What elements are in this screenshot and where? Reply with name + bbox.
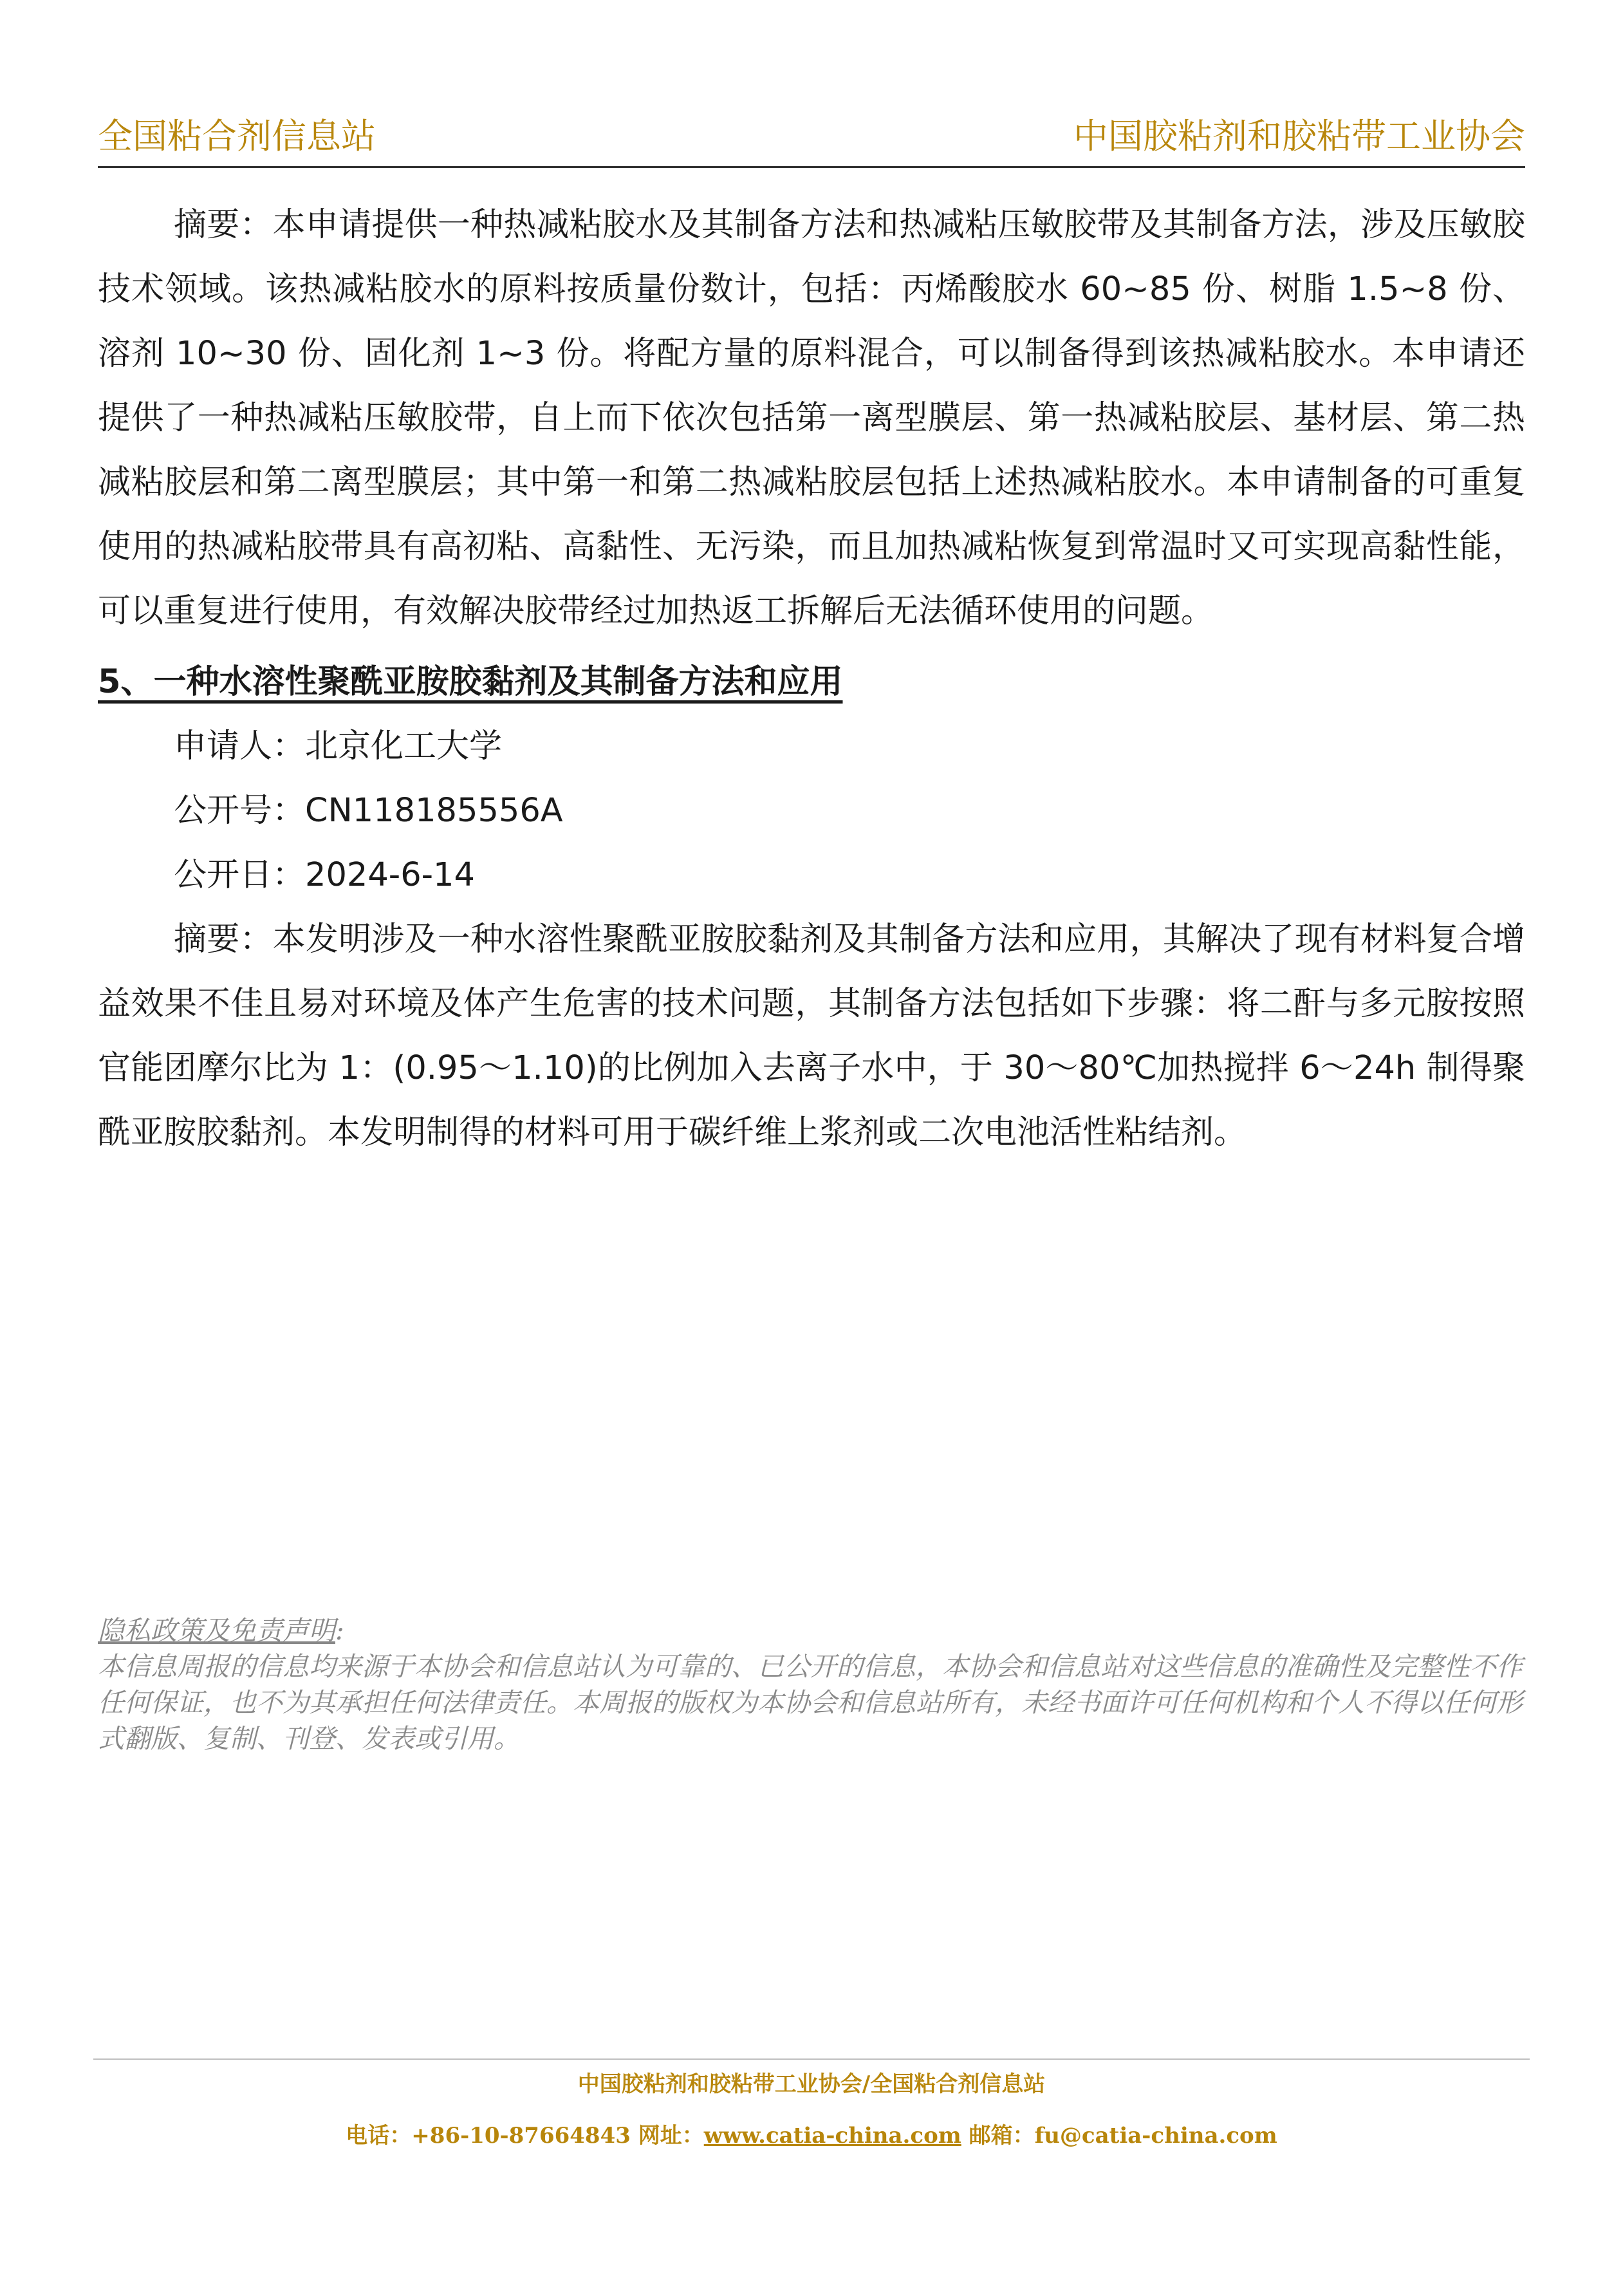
document-body <box>98 193 1525 1165</box>
footer-email: 邮箱：fu@catia-china.com <box>961 2123 1277 2149</box>
footer-contact <box>0 2118 1623 2149</box>
disclaimer <box>98 1612 1526 1757</box>
section-title: 5、一种水溶性聚酰亚胺胶黏剂及其制备方法和应用 <box>98 663 843 701</box>
footer-website-link[interactable]: www.catia-china.com <box>703 2123 961 2149</box>
footer-organization: 中国胶粘剂和胶粘带工业协会/全国粘合剂信息站 <box>577 2071 1046 2097</box>
disclaimer-title: 隐私政策及免责声明 <box>98 1615 335 1646</box>
footer-divider <box>93 2058 1530 2060</box>
header-association-name: 中国胶粘剂和胶粘带工业协会 <box>1073 116 1525 156</box>
header-site-name: 全国粘合剂信息站 <box>98 116 376 156</box>
disclaimer-heading <box>98 1612 1526 1648</box>
page-header <box>98 115 1525 168</box>
disclaimer-text: 本信息周报的信息均来源于本协会和信息站认为可靠的、已公开的信息，本协会和信息站对这些信息的准确性及完整性不作任何保证，也不为其承担任何法律责任。本周报的版权为本协会和信息站所有，未经书面许可任何机构和个人不得以任何形式翻版、复制、刊登、发表或引用。 <box>98 1651 1523 1754</box>
applicant: 申请人：北京化工大学 <box>174 727 503 765</box>
abstract: 摘要：本发明涉及一种水溶性聚酰亚胺胶黏剂及其制备方法和应用，其解决了现有材料复合增益效果不佳且易对环境及体产生危害的技术问题，其制备方法包括如下步骤：将二酐与多元胺按照官能团摩尔比为 1：(0.95～1.10)的比例加入去离子水中，于 30～80℃加热搅拌 6～24h 制得聚酰亚胺胶黏剂。本发明制得的材料可用于碳纤维上浆剂或二次电池活性粘结剂。 <box>98 920 1525 1152</box>
publication-date: 公开日：2024-6-14 <box>174 856 475 894</box>
previous-abstract: 摘要：本申请提供一种热减粘胶水及其制备方法和热减粘压敏胶带及其制备方法，涉及压敏胶技术领域。该热减粘胶水的原料按质量份数计，包括：丙烯酸胶水 60~85 份、树脂 1.5~8 份、溶剂 10~30 份、固化剂 1~3 份。将配方量的原料混合，可以制备得到该热减粘胶水。本申请还提供了一种热减粘压敏胶带，自上而下依次包括第一离型膜层、第一热减粘胶层、基材层、第二热减粘胶层和第二离型膜层；其中第一和第二热减粘胶层包括上述热减粘胶水。本申请制备的可重复使用的热减粘胶带具有高初粘、高黏性、无污染，而且加热减粘恢复到常温时又可实现高黏性能，可以重复进行使用，有效解决胶带经过加热返工拆解后无法循环使用的问题。 <box>98 206 1525 630</box>
footer-phone: 电话：+86-10-87664843 网址： <box>346 2123 704 2149</box>
publication-number: 公开号：CN118185556A <box>174 792 563 830</box>
disclaimer-colon: : <box>335 1615 344 1646</box>
